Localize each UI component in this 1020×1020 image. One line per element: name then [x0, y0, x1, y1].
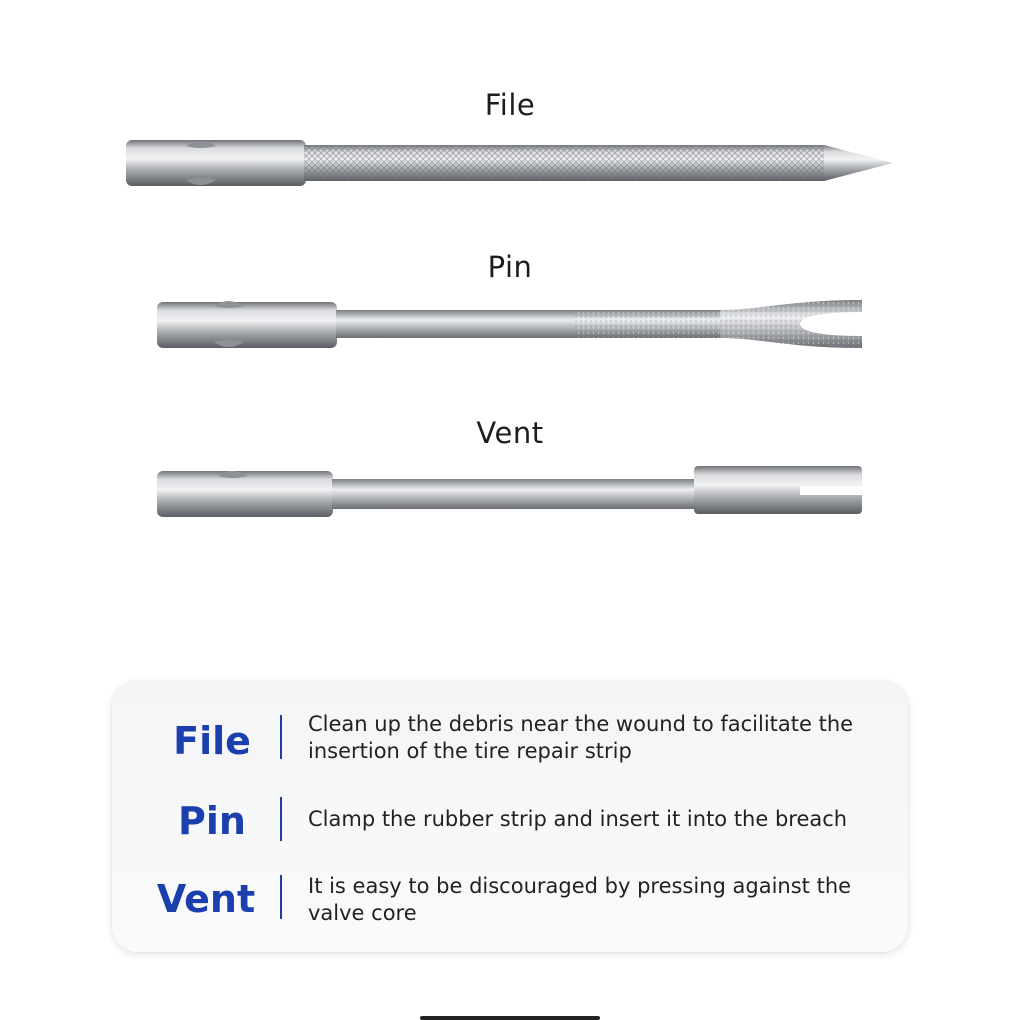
- row-desc-vent: It is easy to be discouraged by pressing against the valve core: [308, 874, 852, 925]
- row-name-pin: Pin: [178, 799, 246, 843]
- pin-tool: [157, 300, 862, 348]
- file-tool: [126, 140, 893, 186]
- row-desc-file: Clean up the debris near the wound to facilitate the insertion of the tire repair strip: [308, 712, 854, 763]
- info-row-pin: [112, 799, 908, 843]
- pin-tool-label: Pin: [487, 250, 533, 284]
- vent-tool-label: Vent: [476, 416, 544, 450]
- row-divider: [280, 875, 282, 919]
- row-divider: [280, 797, 282, 841]
- row-desc-pin: Clamp the rubber strip and insert it into the breach: [308, 807, 848, 831]
- row-name-file: File: [173, 719, 251, 763]
- vent-tool: [157, 466, 862, 517]
- file-tool-label: File: [484, 88, 536, 122]
- info-row-vent: [112, 873, 908, 933]
- bottom-edge-bar: [420, 1016, 600, 1020]
- row-name-vent: Vent: [156, 877, 256, 921]
- row-divider: [280, 715, 282, 759]
- info-card: [112, 681, 908, 952]
- info-row-file: [112, 711, 908, 771]
